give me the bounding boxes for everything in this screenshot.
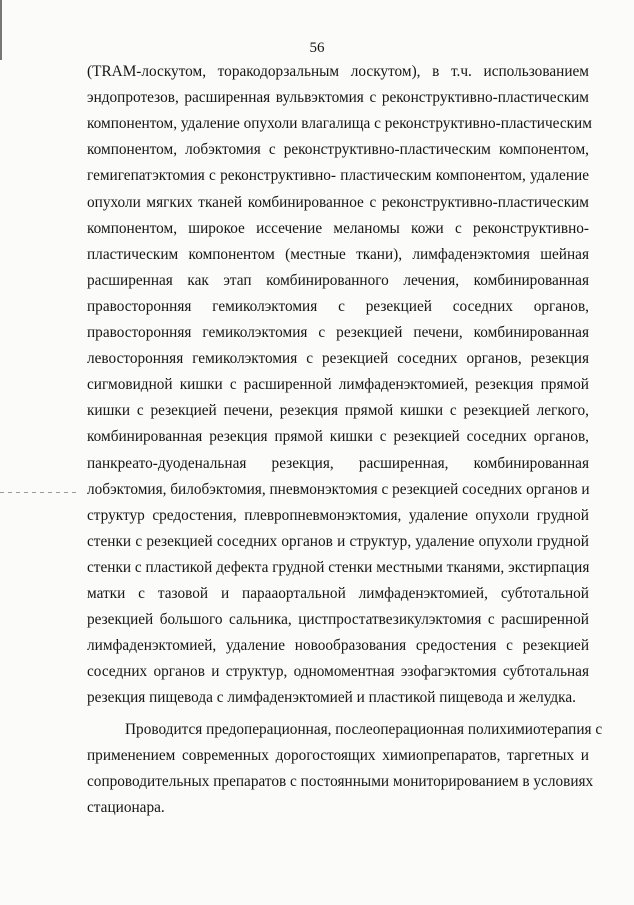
- text-line: соседних органов и структур, одномоментная эзофагэктомия субтотальная: [87, 663, 589, 681]
- text-line: Проводится предоперационная, послеоперационная полихимиотерапия с: [125, 720, 603, 738]
- text-line: (TRAM-лоскутом, торакодорзальным лоскутом), в т.ч. использованием: [87, 63, 589, 80]
- text-line: пластическим компонентом (местные ткани), лимфаденэктомия шейная: [87, 245, 589, 263]
- text-line: компонентом, лобэктомия с реконструктивно-пластическим компонентом,: [87, 141, 589, 159]
- page-number: 56: [309, 40, 325, 56]
- text-line: панкреато-дуоденальная резекция, расширенная, комбинированная: [87, 454, 589, 472]
- text-line: резекцией большого сальника, цистпростатвезикулэктомия с расширенной: [87, 611, 589, 629]
- text-line: сопроводительных препаратов с постоянными мониторированием в условиях: [87, 772, 594, 790]
- text-line: правосторонняя гемиколэктомия с резекцией соседних органов,: [87, 297, 589, 315]
- text-line: правосторонняя гемиколэктомия с резекцией печени, комбинированная: [87, 324, 589, 341]
- text-line: компонентом, удаление опухоли влагалища с реконструктивно-пластическим: [87, 115, 592, 133]
- text-line: стенки с пластикой дефекта грудной стенки местными тканями, экстирпация: [87, 558, 590, 576]
- text-line: левосторонняя гемиколэктомия с резекцией соседних органов, резекция: [87, 350, 589, 368]
- text-line: кишки с резекцией печени, резекция прямой кишки с резекцией легкого,: [87, 402, 589, 420]
- scan-artifact-line: [0, 492, 80, 493]
- text-line: опухоли мягких тканей комбинированное с реконструктивно-пластическим: [87, 193, 589, 211]
- text-line: компонентом, широкое иссечение меланомы кожи с реконструктивно-: [87, 219, 589, 237]
- text-line: резекция пищевода с лимфаденэктомией и пластикой пищевода и желудка.: [87, 689, 576, 707]
- text-line: матки с тазовой и парааортальной лимфаденэктомией, субтотальной: [87, 585, 589, 602]
- text-line: структур средостения, плевропневмонэктомия, удаление опухоли грудной: [87, 506, 589, 524]
- text-line: гемигепатэктомия с реконструктивно- пластическим компонентом, удаление: [87, 167, 589, 185]
- text-line: лобэктомия, билобэктомия, пневмонэктомия с резекцией соседних органов и: [87, 480, 590, 498]
- text-line: комбинированная резекция прямой кишки с резекцией соседних органов,: [87, 428, 589, 446]
- text-line: стационара.: [87, 798, 165, 816]
- text-line: стенки с резекцией соседних органов и структур, удаление опухоли грудной: [87, 532, 589, 550]
- text-line: лимфаденэктомией, удаление новообразования средостения с резекцией: [87, 637, 589, 655]
- text-line: расширенная как этап комбинированного лечения, комбинированная: [87, 271, 589, 289]
- text-line: применением современных дорогостоящих химиопрепаратов, таргетных и: [87, 746, 589, 764]
- text-line: эндопротезов, расширенная вульвэктомия с реконструктивно-пластическим: [87, 89, 589, 107]
- text-line: сигмовидной кишки с расширенной лимфаденэктомией, резекция прямой: [87, 376, 589, 394]
